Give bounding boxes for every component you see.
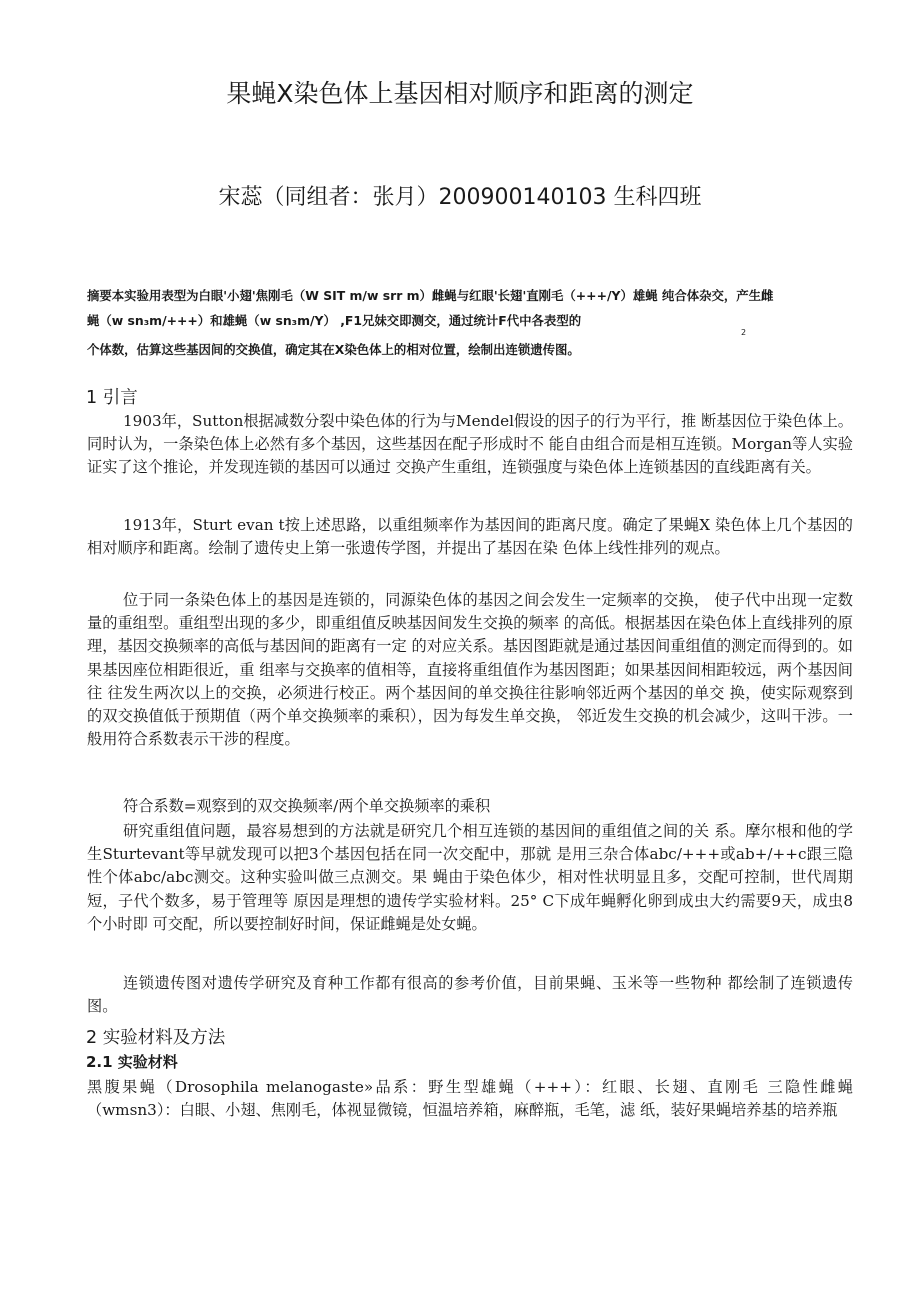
intro-paragraph-1: 1903年，Sutton根据减数分裂中染色体的行为与Mendel假设的因子的行为平行，推 断基因位于染色体上。同时认为，一条染色体上必然有多个基因，这些基因在配子形成时不 能自由组合而是相互连锁。Morgan等人实验证实了这个推论，并发现连锁的基因可以通过 交换产生重组，连锁强度与染色体上连锁基因的直线距离有关。 [87, 412, 853, 477]
section-heading-materials: 2 实验材料及方法 [86, 1028, 226, 1048]
abstract-line-2: 蝇（w sn₃m/+++）和雄蝇（w sn₃m/Y） ,F1兄妹交即测交，通过统计F代中各表型的 [87, 313, 582, 328]
page-title: 果蝇X染色体上基因相对顺序和距离的测定 [226, 79, 694, 108]
intro-paragraph-2: 1913年，Sturt evan t按上述思路，以重组频率作为基因间的距离尺度。确定了果蝇X 染色体上几个基因的相对顺序和距离。绘制了遗传史上第一张遗传学图，并提出了基因在染 色体上线性排列的观点。 [87, 516, 853, 558]
intro-paragraph-3: 位于同一条染色体上的基因是连锁的，同源染色体的基因之间会发生一定频率的交换， 使子代中出现一定数量的重组型。重组型出现的多少，即重组值反映基因间发生交换的频率 的高低。根据基因在染色体上直线排列的原理，基因交换频率的高低与基因间的距离有一定 的对应关系。基因图距就是通过基因间重组值的测定而得到的。如果基因座位相距很近，重 组率与交换率的值相等，直接将重组值作为基因图距；如果基因间相距较远，两个基因间往 往发生两次以上的交换，必须进行校正。两个基因间的单交换往往影响邻近两个基因的单交 换，使实际观察到的双交换值低于预期值（两个单交换频率的乘积），因为每发生单交换， 邻近发生交换的机会减少，这叫干涉。一般用符合系数表示干涉的程度。 [87, 591, 853, 749]
section-heading-intro: 1 引言 [86, 388, 138, 408]
intro-paragraph-5: 研究重组值问题，最容易想到的方法就是研究几个相互连锁的基因间的重组值之间的关 系。摩尔根和他的学生Sturtevant等早就发现可以把3个基因包括在同一次交配中，那就 是用三杂合体abc/+++或ab+/++c跟三隐性个体abc/abc测交。这种实验叫做三点测交。果 蝇由于染色体少，相对性状明显且多，交配可控制，世代周期短，子代个数多，易于管理等 原因是理想的遗传学实验材料。25° C下成年蝇孵化卵到成虫大约需要9天，成虫8个小时即 可交配，所以要控制好时间，保证雌蝇是处女蝇。 [87, 822, 853, 933]
abstract-line-1: 摘要本实验用表型为白眼'小翅'焦刚毛（W SIT m/w srr m）雌蝇与红眼'长翅'直刚毛（+++/Y）雄蝇 纯合体杂交，产生雌 [87, 288, 774, 303]
superscript-mark: 2 [741, 328, 747, 337]
materials-paragraph: 黑腹果蝇（Drosophila melanogaste»品系：野生型雄蝇（+++）：红眼、长翅、直刚毛 三隐性雌蝇（wmsn3）：白眼、小翅、焦刚毛，体视显微镜，恒温培养箱，麻醉瓶，毛笔，滤 纸，装好果蝇培养基的培养瓶 [87, 1078, 853, 1120]
intro-paragraph-6: 连锁遗传图对遗传学研究及育种工作都有很高的参考价值，目前果蝇、玉米等一些物种 都绘制了连锁遗传图。 [87, 974, 853, 1016]
abstract-line-3: 个体数，估算这些基因间的交换值，确定其在X染色体上的相对位置，绘制出连锁遗传图。 [87, 342, 580, 357]
author-line: 宋蕊（同组者：张月）200900140103 生科四班 [218, 185, 702, 210]
coincidence-formula: 符合系数=观察到的双交换频率/两个单交换频率的乘积 [123, 797, 491, 815]
subsection-heading-materials: 2.1 实验材料 [86, 1053, 178, 1071]
